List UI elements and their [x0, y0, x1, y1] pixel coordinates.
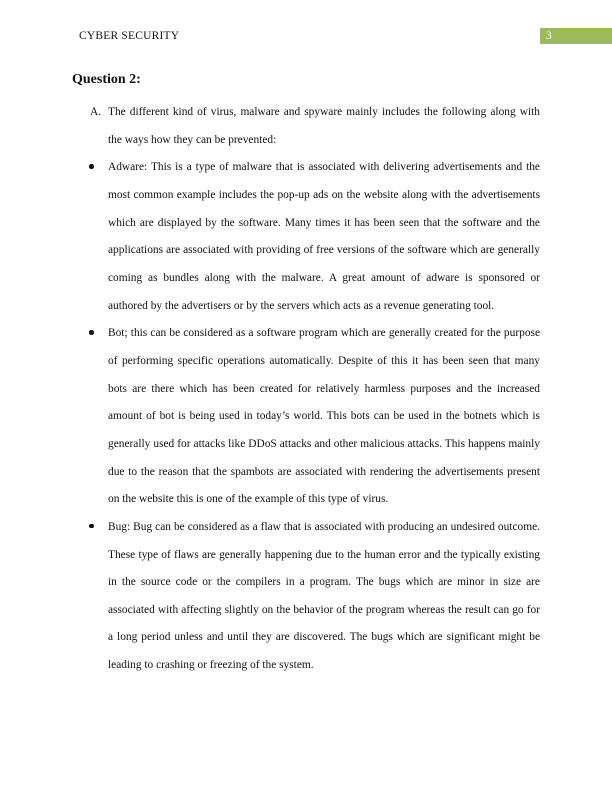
list-item [90, 320, 540, 514]
page-number-box [540, 28, 612, 44]
intro-text: The different kind of virus, malware and spyware mainly includes the following along with the ways how they can be prevented: [108, 106, 540, 146]
list-label: A. [90, 106, 102, 118]
list-item [90, 154, 540, 320]
question-heading: Question 2: [72, 72, 141, 87]
intro-paragraph [90, 99, 540, 154]
list-item [90, 514, 540, 680]
bullet-text-adware: Adware: This is a type of malware that is associated with delivering advertisements and the most common example includes the pop-up ads on the website along with the advertisements which are displayed by the software. Many times it has been seen that the software and the applications are associated with providing of free versions of the software which are generally coming as bundles along with the malware. A great amount of adware is sponsored or authored by the advertisers or by the servers which acts as a revenue generating tool. [108, 161, 540, 312]
bullet-icon [90, 514, 108, 542]
bullet-icon [90, 320, 108, 348]
running-header-title: CYBER SECURITY [79, 30, 180, 42]
bullet-text-bot: Bot; this can be considered as a software program which are generally created for the purpose of performing specific operations automatically. Despite of this it has been seen that many bots are there which has been created for relatively harmless purposes and the increased amount of bot is being used in today’s world. This bots can be used in the botnets which is generally used for attacks like DDoS attacks and other malicious attacks. This happens mainly due to the reason that the spambots are associated with rendering the advertisements present on the website this is one of the example of this type of virus. [108, 327, 540, 506]
document-body [90, 99, 540, 680]
bullet-icon [90, 154, 108, 182]
bullet-text-bug: Bug: Bug can be considered as a flaw that is associated with producing an undesired outcome. These type of flaws are generally happening due to the human error and the typically existing in the source code or the compilers in a program. The bugs which are minor in size are associated with affecting slightly on the behavior of the program whereas the result can go for a long period unless and until they are discovered. The bugs which are significant might be leading to crashing or freezing of the system. [108, 520, 540, 672]
page-number: 3 [546, 30, 552, 42]
